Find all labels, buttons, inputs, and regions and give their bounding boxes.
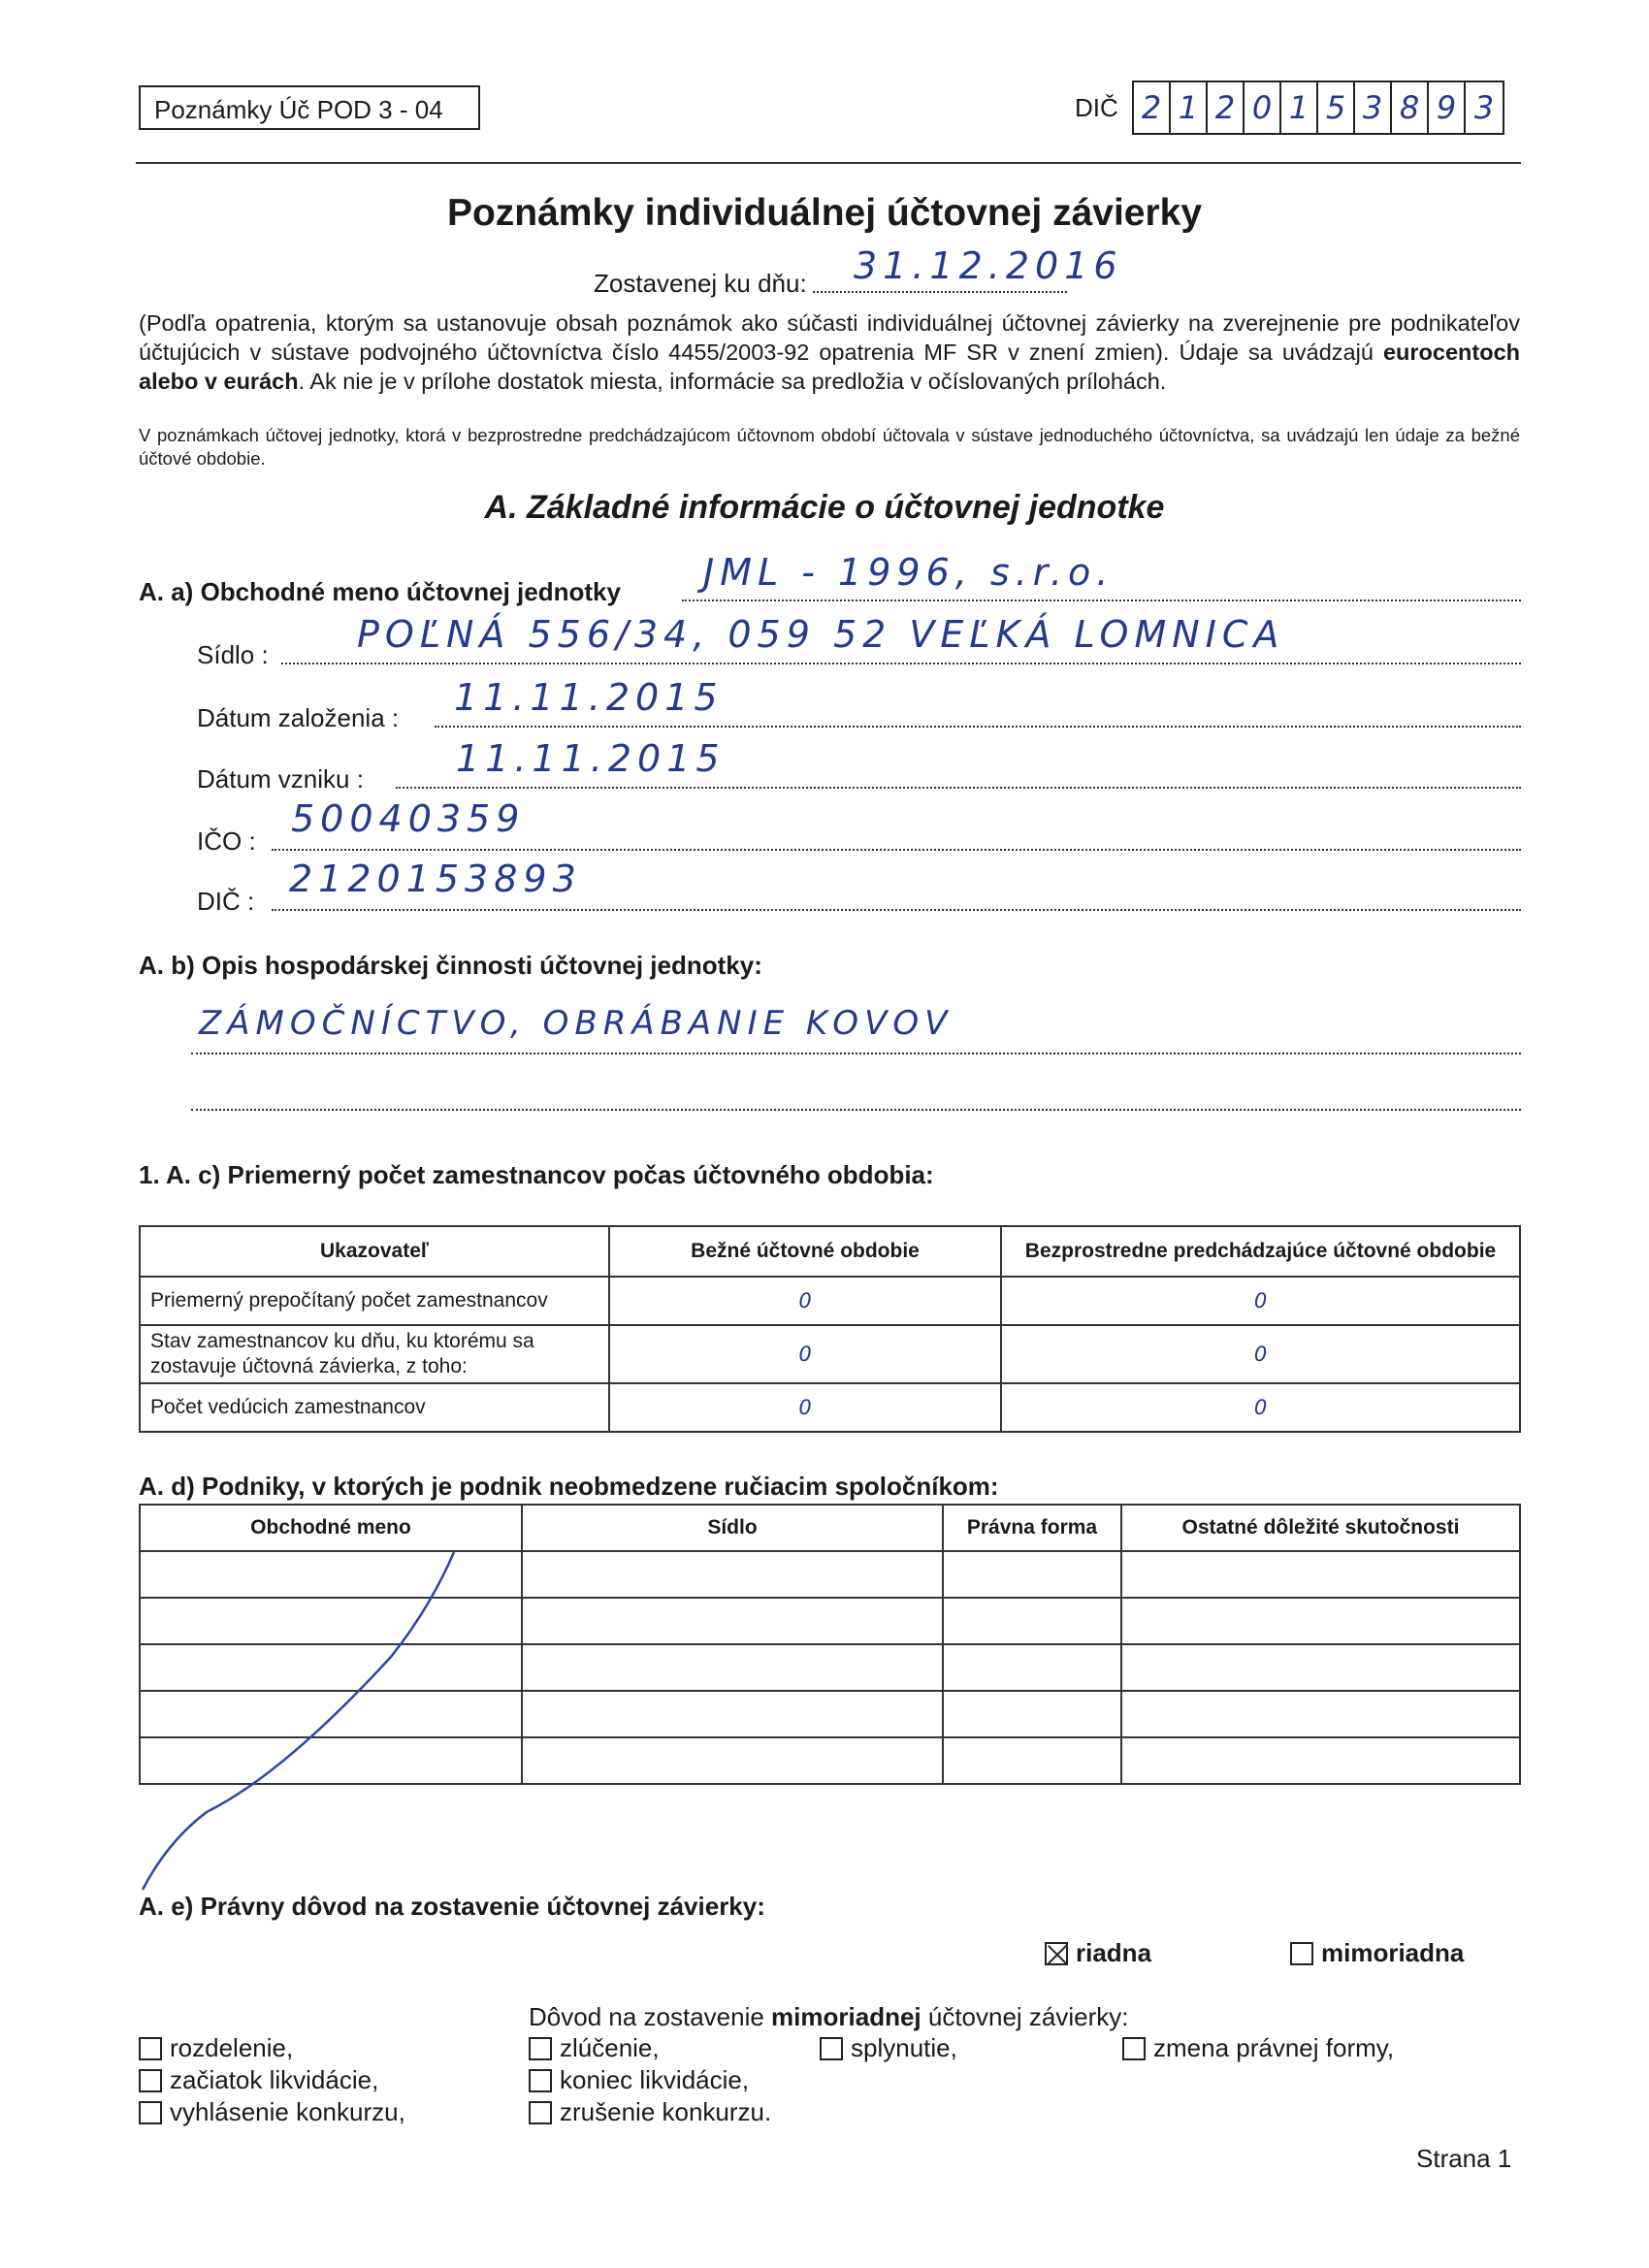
option-zlucenie[interactable] <box>529 2033 660 2063</box>
reason-prefix: Dôvod na zostavenie <box>529 2002 772 2031</box>
ordinary-label: riadna <box>1076 1938 1152 1967</box>
dic-digit: 9 <box>1429 82 1466 133</box>
option-label: zmena právnej formy, <box>1153 2033 1395 2062</box>
ico-dots <box>272 849 1521 851</box>
activity-label: A. b) Opis hospodárskej činnosti účtovnej jednotky: <box>139 951 762 980</box>
extraordinary-checkbox[interactable] <box>1290 1938 1464 1968</box>
checkbox-icon[interactable] <box>820 2037 843 2060</box>
option-label: vyhlásenie konkurzu, <box>170 2097 405 2126</box>
seat-value: POĽNÁ 556/34, 059 52 VEĽKÁ LOMNICA <box>357 613 1285 656</box>
company-name-dots <box>682 599 1521 601</box>
option-label: zlúčenie, <box>560 2033 660 2062</box>
checkbox-checked-icon[interactable] <box>1045 1942 1068 1965</box>
dic-header-label: DIČ <box>1075 93 1118 122</box>
employees-row-label: Priemerný prepočítaný počet zamestnancov <box>140 1277 609 1325</box>
dic-label: DIČ : <box>197 887 255 916</box>
table-row <box>140 1383 1520 1432</box>
seat-dots <box>281 663 1521 664</box>
intro-paragraph <box>139 308 1520 396</box>
company-name-label: A. a) Obchodné meno účtovnej jednotky <box>139 577 621 606</box>
table-row <box>140 1325 1520 1383</box>
company-name-value: JML - 1996, s.r.o. <box>703 551 1115 594</box>
page-number: Strana 1 <box>1416 2144 1512 2173</box>
extraordinary-reason-heading <box>529 2002 1129 2032</box>
founded-value: 11.11.2015 <box>454 676 724 719</box>
partner-enterprises-label: A. d) Podniky, v ktorých je podnik neobmedzene ručiacim spoločníkom: <box>139 1472 999 1501</box>
partner-header-seat: Sídlo <box>522 1505 943 1551</box>
dic-digit: 5 <box>1318 82 1355 133</box>
checkbox-icon[interactable] <box>529 2069 552 2092</box>
dic-digit: 0 <box>1245 82 1281 133</box>
checkbox-icon[interactable] <box>139 2069 162 2092</box>
checkbox-icon[interactable] <box>1122 2037 1146 2060</box>
checkbox-icon[interactable] <box>139 2037 162 2060</box>
page-title: Poznámky individuálnej účtovnej závierky <box>446 192 1203 234</box>
ordinary-checkbox[interactable] <box>1045 1938 1151 1968</box>
option-koniec-likvidacie[interactable] <box>529 2065 749 2095</box>
partner-header-name: Obchodné meno <box>140 1505 522 1551</box>
strike-through-line <box>139 1550 469 1892</box>
founded-dots <box>435 726 1521 728</box>
employees-table <box>139 1225 1521 1433</box>
activity-dots-2 <box>191 1109 1521 1111</box>
created-dots <box>396 787 1521 789</box>
dic-digit: 1 <box>1171 82 1208 133</box>
seat-label: Sídlo : <box>197 640 269 669</box>
employees-row-label: Stav zamestnancov ku dňu, ku ktorému sa zostavuje účtovná závierka, z toho: <box>140 1325 609 1383</box>
activity-dots-1 <box>191 1053 1521 1054</box>
dic-digit: 8 <box>1392 82 1429 133</box>
dic-digit: 1 <box>1281 82 1318 133</box>
table-row <box>140 1277 1520 1325</box>
option-label: splynutie, <box>851 2033 957 2062</box>
checkbox-icon[interactable] <box>139 2101 162 2124</box>
checkbox-icon[interactable] <box>1290 1942 1313 1965</box>
option-label: zrušenie konkurzu. <box>560 2097 772 2126</box>
intro-note: V poznámkach účtovej jednotky, ktorá v bezprostredne predchádzajúcom účtovnom období účtovala v sústave jednoduchého účtovníctva, sa uvádzajú len údaje za bežné účtové obdobie. <box>139 425 1520 469</box>
employees-row-current: 0 <box>609 1325 1001 1383</box>
option-zaciatok-likvidacie[interactable] <box>139 2065 378 2095</box>
dic-digit: 3 <box>1473 89 1495 126</box>
option-zrusenie-konkurzu[interactable] <box>529 2097 771 2127</box>
extraordinary-label: mimoriadna <box>1321 1938 1465 1967</box>
intro-text-bold: eurocentoch alebo v eurách <box>139 340 1520 394</box>
employees-row-previous: 0 <box>1001 1325 1520 1383</box>
legal-reason-label: A. e) Právny dôvod na zostavenie účtovnej závierky: <box>139 1892 765 1921</box>
compiled-date-value: 31.12.2016 <box>854 244 1123 287</box>
dic-value: 2120153893 <box>289 858 582 900</box>
header-divider <box>136 162 1521 164</box>
checkbox-icon[interactable] <box>529 2101 552 2124</box>
ico-label: IČO : <box>197 826 256 856</box>
employees-header-current: Bežné účtovné obdobie <box>609 1226 1001 1277</box>
ico-value: 50040359 <box>291 797 526 840</box>
option-label: koniec likvidácie, <box>560 2065 750 2094</box>
partner-header-form: Právna forma <box>943 1505 1121 1551</box>
option-zmena-pravnej-formy[interactable] <box>1122 2033 1394 2063</box>
reason-suffix: účtovnej závierky: <box>921 2002 1129 2031</box>
dic-dots <box>272 909 1521 911</box>
dic-digit-boxes <box>1132 81 1504 135</box>
reason-bold: mimoriadnej <box>771 2002 922 2031</box>
founded-label: Dátum založenia : <box>197 703 400 732</box>
dic-digit: 2 <box>1208 82 1245 133</box>
section-a-title: A. Základné informácie o účtovnej jednotke <box>484 489 1165 526</box>
employees-row-current: 0 <box>609 1383 1001 1432</box>
partner-header-other: Ostatné dôležité skutočnosti <box>1121 1505 1520 1551</box>
dic-digit: 2 <box>1134 82 1171 133</box>
activity-value: ZÁMOČNÍCTVO, OBRÁBANIE KOVOV <box>199 1004 954 1043</box>
form-id: Poznámky Úč POD 3 - 04 <box>139 85 480 130</box>
checkbox-icon[interactable] <box>529 2037 552 2060</box>
employees-row-label: Počet vedúcich zamestnancov <box>140 1383 609 1432</box>
intro-text-a: (Podľa opatrenia, ktorým sa ustanovuje obsah poznámok ako súčasti individuálnej účtovnej závierky na zverejnenie pre podnikateľov účtujúcich v sústave podvojného účtovníctva číslo 4455/2003-92 opatrenia MF SR v znení zmien). Údaje sa uvádzajú <box>139 310 1520 365</box>
option-vyhlasenie-konkurzu[interactable] <box>139 2097 405 2127</box>
created-value: 11.11.2015 <box>456 737 726 780</box>
option-rozdelenie[interactable] <box>139 2033 293 2063</box>
option-splynutie[interactable] <box>820 2033 957 2063</box>
compiled-date-dots <box>813 291 1067 293</box>
created-label: Dátum vzniku : <box>197 764 364 794</box>
employees-header-previous: Bezprostredne predchádzajúce účtovné obdobie <box>1001 1226 1520 1277</box>
option-label: rozdelenie, <box>170 2033 294 2062</box>
option-label: začiatok likvidácie, <box>170 2065 379 2094</box>
employees-row-current: 0 <box>609 1277 1001 1325</box>
employees-header-indicator: Ukazovateľ <box>140 1226 609 1277</box>
employees-row-previous: 0 <box>1001 1383 1520 1432</box>
dic-digit: 3 <box>1355 82 1392 133</box>
employees-row-previous: 0 <box>1001 1277 1520 1325</box>
intro-text-b: . Ak nie je v prílohe dostatok miesta, informácie sa predložia v očíslovaných prílohách. <box>298 369 1167 394</box>
compiled-date-label: Zostavenej ku dňu: <box>594 269 807 298</box>
employees-label: 1. A. c) Priemerný počet zamestnancov počas účtovného obdobia: <box>139 1160 934 1189</box>
